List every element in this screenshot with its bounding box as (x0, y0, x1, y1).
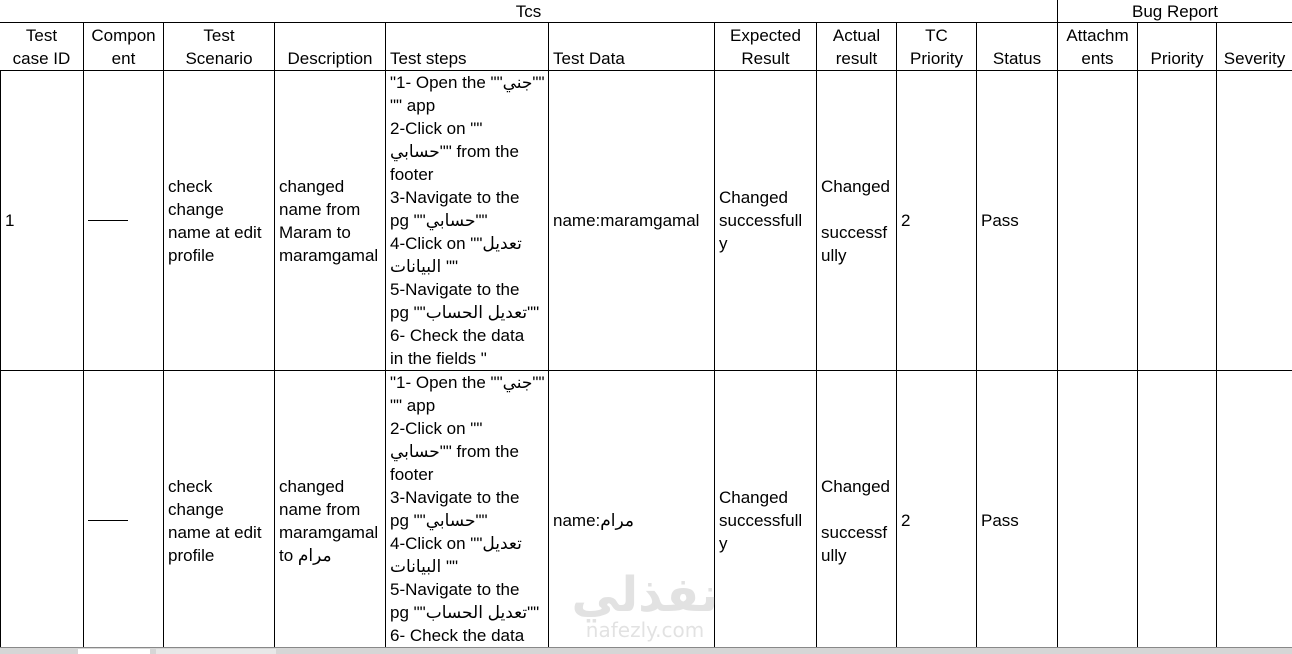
cell-text-description: changed name from Maram to maramgamal (279, 176, 379, 265)
table-cell-test-scenario[interactable] (164, 71, 275, 371)
table-cell-component[interactable] (84, 371, 164, 647)
column-header-actual-result-label: Actual result (832, 26, 881, 68)
cell-text-expected-result: Changed successfull y (719, 188, 803, 253)
column-header-description-label: Description (287, 49, 373, 68)
table-cell-test-steps[interactable] (386, 371, 549, 647)
empty-dash-line (88, 520, 128, 521)
column-header-expected-result-label: Expected Result (730, 26, 801, 68)
column-header-test-data-label: Test Data (553, 49, 625, 68)
table-cell-status[interactable] (977, 371, 1058, 647)
sheet-tab-active[interactable] (78, 649, 150, 654)
cell-text-test-data: name:maramgamal (553, 211, 700, 230)
column-header-priority (1138, 23, 1217, 71)
cell-text-test-scenario: check change name at edit profile (168, 476, 262, 565)
table-cell-severity[interactable] (1217, 71, 1292, 371)
column-header-test-scenario-label: Test Scenario (185, 26, 253, 68)
table-cell-actual-result[interactable] (817, 371, 897, 647)
group-header-bug-label: Bug Report (1132, 1, 1218, 21)
cell-text-test-scenario: check change name at edit profile (168, 176, 262, 265)
column-header-attachments (1058, 23, 1138, 71)
table-cell-test-data[interactable] (549, 371, 715, 647)
cell-text-expected-result: Changed successfull y (719, 488, 803, 553)
table-cell-status[interactable] (977, 71, 1058, 371)
cell-text-test-steps: "1- Open the ""جني"" "" app 2-Click on "" حسابي"" from the footer 3-Navigate to the pg ""حسابي"" 4-Click on ""تعديل البيانات "" 5-Navigate to the pg ""تعديل الحساب"" 6- Check the data (390, 373, 545, 645)
table-cell-attachments[interactable] (1058, 71, 1138, 371)
cell-text-actual-result: Changed successf ully (821, 176, 891, 265)
sheet-tab[interactable] (156, 649, 276, 654)
table-cell-description[interactable] (275, 371, 386, 647)
cell-text-description: changed name from maramgamal to مرام (279, 476, 379, 565)
table-cell-expected-result[interactable] (715, 371, 817, 647)
cell-text-test-data: name:مرام (553, 511, 634, 530)
column-header-description (275, 23, 386, 71)
column-header-tc-priority (897, 23, 977, 71)
cell-text-test-case-id: 1 (5, 211, 15, 230)
group-header-tcs-label: Tcs (515, 1, 542, 21)
table-cell-expected-result[interactable] (715, 71, 817, 371)
column-header-test-case-id-label: Test case ID (12, 26, 71, 68)
column-header-component (84, 23, 164, 71)
column-header-test-case-id (0, 23, 84, 71)
cell-text-tc-priority: 2 (901, 211, 911, 230)
table-cell-attachments[interactable] (1058, 371, 1138, 647)
table-cell-test-scenario[interactable] (164, 371, 275, 647)
watermark-arabic: نفذلي (571, 567, 719, 623)
group-header-bug-report (1058, 0, 1292, 23)
table-cell-test-case-id[interactable] (0, 371, 84, 647)
table-cell-priority[interactable] (1138, 71, 1217, 371)
column-header-test-data (549, 23, 715, 71)
column-header-test-scenario (164, 23, 275, 71)
table-cell-actual-result[interactable] (817, 71, 897, 371)
cell-text-tc-priority: 2 (901, 511, 911, 530)
column-header-status-label: Status (992, 49, 1042, 68)
group-header-tcs (0, 0, 1058, 23)
column-header-severity (1217, 23, 1292, 71)
table-cell-test-data[interactable] (549, 71, 715, 371)
watermark-latin: nafezly.com (585, 618, 705, 642)
cell-text-actual-result: Changed successf ully (821, 476, 891, 565)
column-header-actual-result (817, 23, 897, 71)
column-header-expected-result (715, 23, 817, 71)
column-header-priority-label: Priority (1150, 49, 1204, 68)
empty-dash-line (88, 220, 128, 221)
cell-text-status: Pass (981, 511, 1019, 530)
table-cell-component[interactable] (84, 71, 164, 371)
table-cell-test-steps[interactable] (386, 71, 549, 371)
column-header-status (977, 23, 1058, 71)
table-cell-severity[interactable] (1217, 371, 1292, 647)
column-header-attachments-label: Attachm ents (1066, 26, 1129, 68)
table-cell-tc-priority[interactable] (897, 371, 977, 647)
table-cell-description[interactable] (275, 71, 386, 371)
column-header-tc-priority-label: TC Priority (910, 26, 963, 68)
table-cell-test-case-id[interactable] (0, 71, 84, 371)
column-header-severity-label: Severity (1223, 49, 1286, 68)
table-cell-tc-priority[interactable] (897, 71, 977, 371)
column-header-component-label: Compon ent (91, 26, 156, 68)
cell-text-status: Pass (981, 211, 1019, 230)
column-header-test-steps (386, 23, 549, 71)
cell-text-test-steps: "1- Open the ""جني"" "" app 2-Click on "" حسابي"" from the footer 3-Navigate to the pg ""حسابي"" 4-Click on ""تعديل البيانات "" 5-Navigate to the pg ""تعديل الحساب"" 6- Check the data in the fields " (390, 73, 545, 368)
column-header-test-steps-label: Test steps (390, 49, 467, 68)
table-cell-priority[interactable] (1138, 371, 1217, 647)
